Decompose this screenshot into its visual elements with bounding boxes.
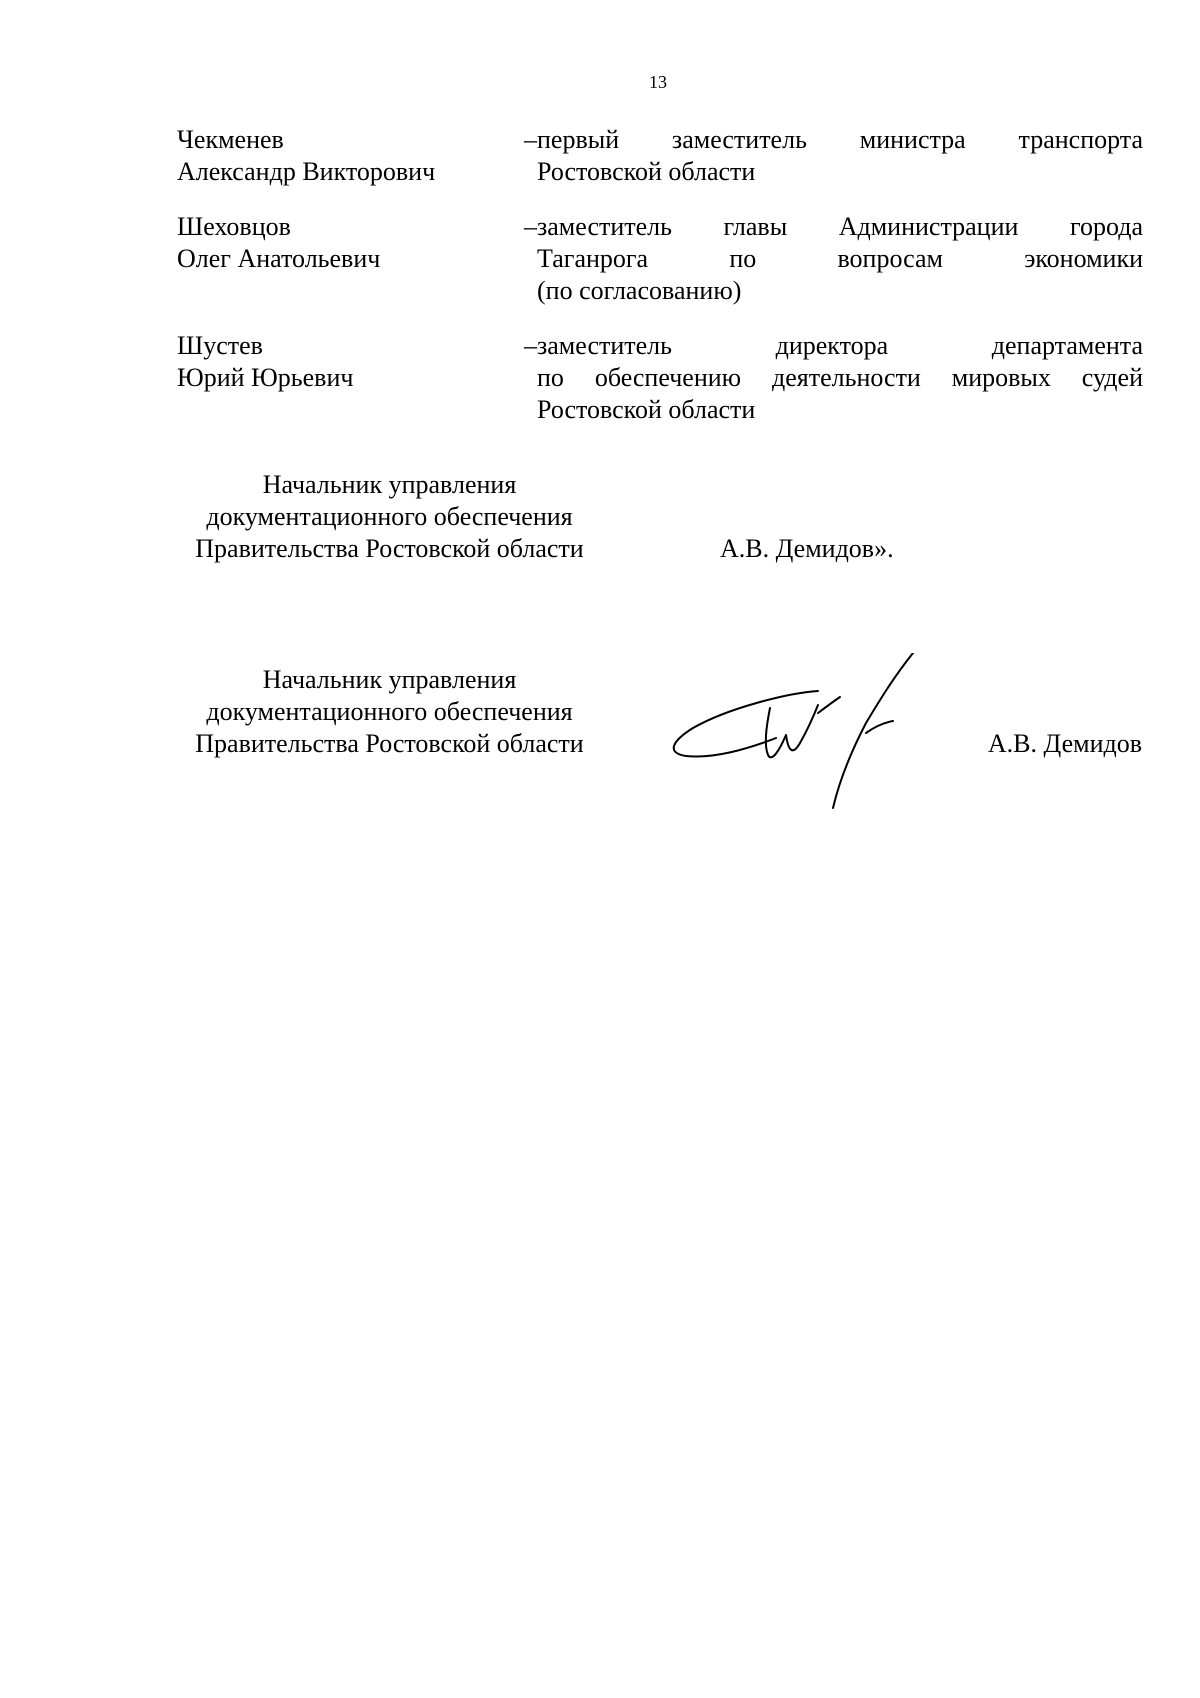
signatory-title-line: Начальник управления — [262, 470, 517, 499]
member-position-line: (по согласованию) — [537, 276, 742, 305]
member-position-line: Ростовской области — [537, 157, 756, 186]
page-number: 13 — [649, 72, 667, 92]
member-name — [177, 330, 507, 394]
member-item-shustev — [177, 330, 1143, 426]
member-position-line: Таганрога по вопросам экономики — [537, 244, 1143, 273]
member-position-line: заместитель главы Администрации города — [537, 212, 1143, 241]
member-dash: – — [524, 125, 537, 154]
member-surname: Шустев — [177, 331, 263, 360]
signatory-name-2: А.В. Демидов — [987, 729, 1142, 758]
member-position-line: по обеспечению деятельности мировых судей — [537, 363, 1143, 392]
member-item-chekmenev — [177, 124, 1143, 188]
member-surname: Чекменев — [177, 125, 284, 154]
member-position — [537, 330, 1143, 426]
signatory-name-1: А.В. Демидов». — [720, 534, 894, 563]
member-position-line: Ростовской области — [537, 395, 756, 424]
member-given-names: Олег Анатольевич — [177, 244, 381, 273]
signatory-title-line: Начальник управления — [262, 665, 517, 694]
member-dash: – — [524, 212, 537, 241]
member-name — [177, 124, 507, 188]
handwritten-signature — [668, 653, 958, 815]
member-given-names: Юрий Юрьевич — [177, 363, 354, 392]
signatory-title-block-1 — [172, 469, 607, 565]
member-position — [537, 211, 1143, 307]
signatory-title-line: Правительства Ростовской области — [195, 534, 584, 563]
member-position-line: заместитель директора департамента — [537, 331, 1143, 360]
signatory-title-line: документационного обеспечения — [206, 502, 573, 531]
signatory-title-line: документационного обеспечения — [206, 697, 573, 726]
signatory-title-block-2 — [172, 664, 607, 760]
member-position-line: первый заместитель министра транспорта — [537, 125, 1143, 154]
member-list — [177, 124, 1143, 449]
member-position — [537, 124, 1143, 188]
member-dash: – — [524, 331, 537, 360]
member-item-shekhovtsov — [177, 211, 1143, 307]
member-surname: Шеховцов — [177, 212, 291, 241]
member-given-names: Александр Викторович — [177, 157, 436, 186]
signatory-title-line: Правительства Ростовской области — [195, 729, 584, 758]
member-name — [177, 211, 507, 275]
